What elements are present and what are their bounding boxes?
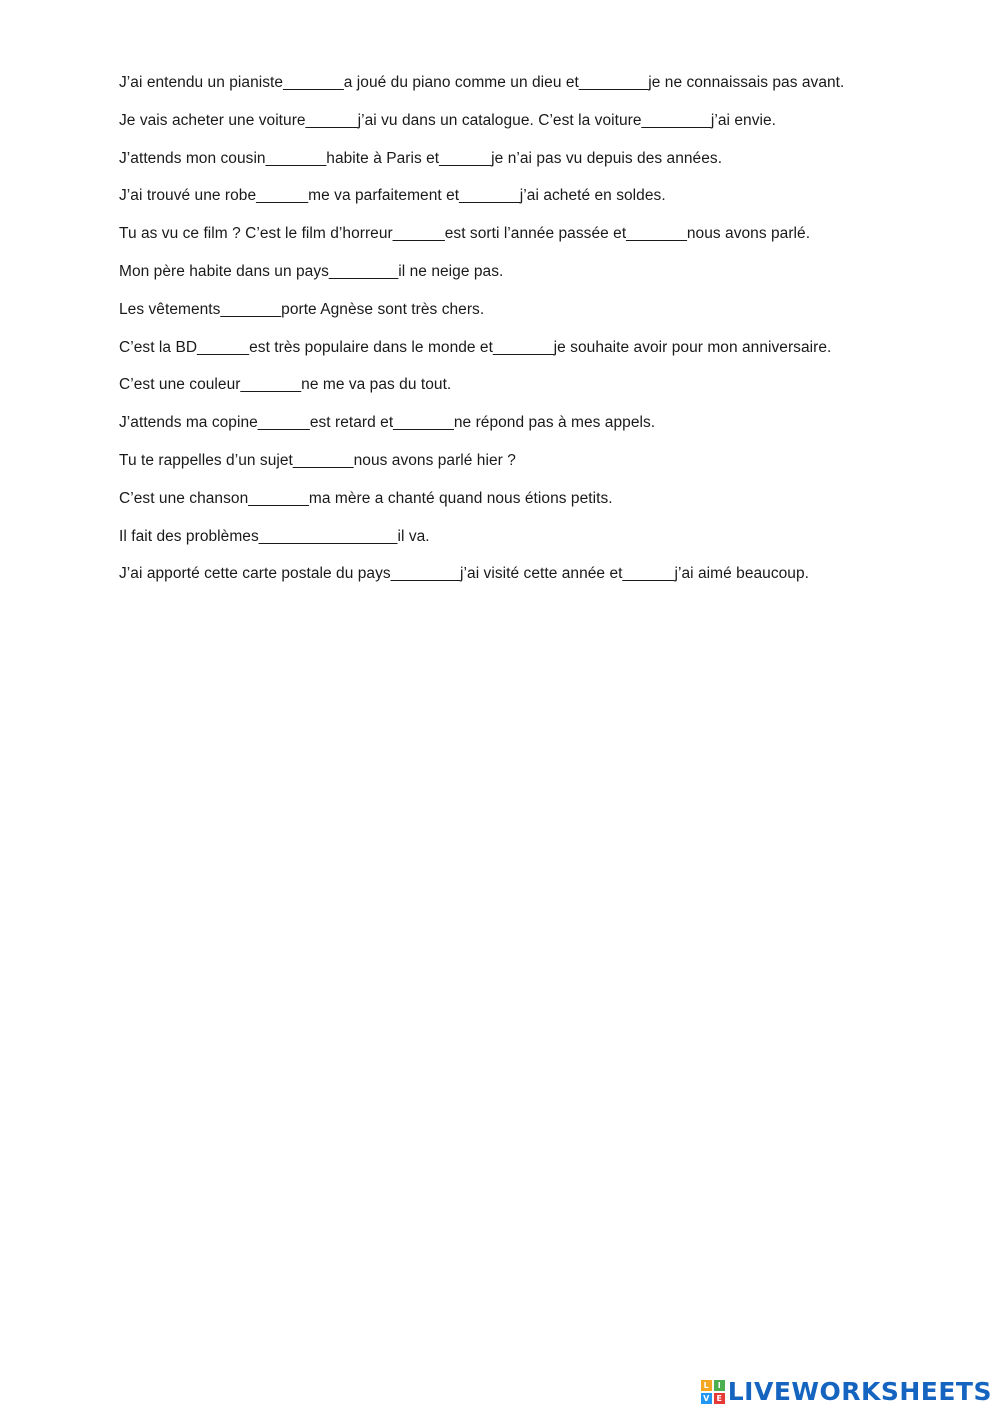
logo-icon [701, 1380, 725, 1404]
sentence-12: C’est une chanson_______ma mère a chanté quand nous étions petits. [119, 489, 613, 507]
sentence-6: Mon père habite dans un pays________il ne neige pas. [119, 262, 504, 280]
logo-cell-l: L [701, 1380, 712, 1391]
sentence-7: Les vêtements_______porte Agnèse sont très chers. [119, 300, 485, 318]
worksheet-sentence-list [119, 72, 979, 601]
sentence-13: Il fait des problèmes________________il va. [119, 527, 430, 545]
sentence-1: J’ai entendu un pianiste_______a joué du piano comme un dieu et________je ne connaissais pas avant. [119, 74, 845, 91]
logo-cell-e: E [714, 1393, 725, 1404]
sentence-14: J’ai apporté cette carte postale du pays________j’ai visité cette année et______j’ai aimé beaucoup. [119, 565, 810, 583]
sentence-9: C’est une couleur_______ne me va pas du tout. [119, 376, 452, 394]
sentence-10: J’attends ma copine______est retard et_______ne répond pas à mes appels. [119, 414, 656, 432]
brand-name: LIVEWORKSHEETS [727, 1377, 992, 1406]
sentence-11: Tu te rappelles d’un sujet_______nous avons parlé hier ? [119, 451, 516, 469]
sentence-3: J’attends mon cousin_______habite à Paris et______je n’ai pas vu depuis des années. [119, 149, 723, 167]
logo-cell-v: V [701, 1393, 712, 1404]
sentence-5: Tu as vu ce film ? C’est le film d’horreur______est sorti l’année passée et_______nous avons parlé. [119, 225, 811, 243]
sentence-8: C’est la BD______est très populaire dans le monde et_______je souhaite avoir pour mon anniversaire. [119, 338, 832, 356]
sentence-4: J’ai trouvé une robe______me va parfaitement et_______j’ai acheté en soldes. [119, 187, 666, 205]
liveworksheets-logo [701, 1377, 992, 1407]
sentence-2: Je vais acheter une voiture______j’ai vu dans un catalogue. C’est la voiture________j’ai envie. [119, 111, 777, 129]
logo-cell-i: I [714, 1380, 725, 1391]
